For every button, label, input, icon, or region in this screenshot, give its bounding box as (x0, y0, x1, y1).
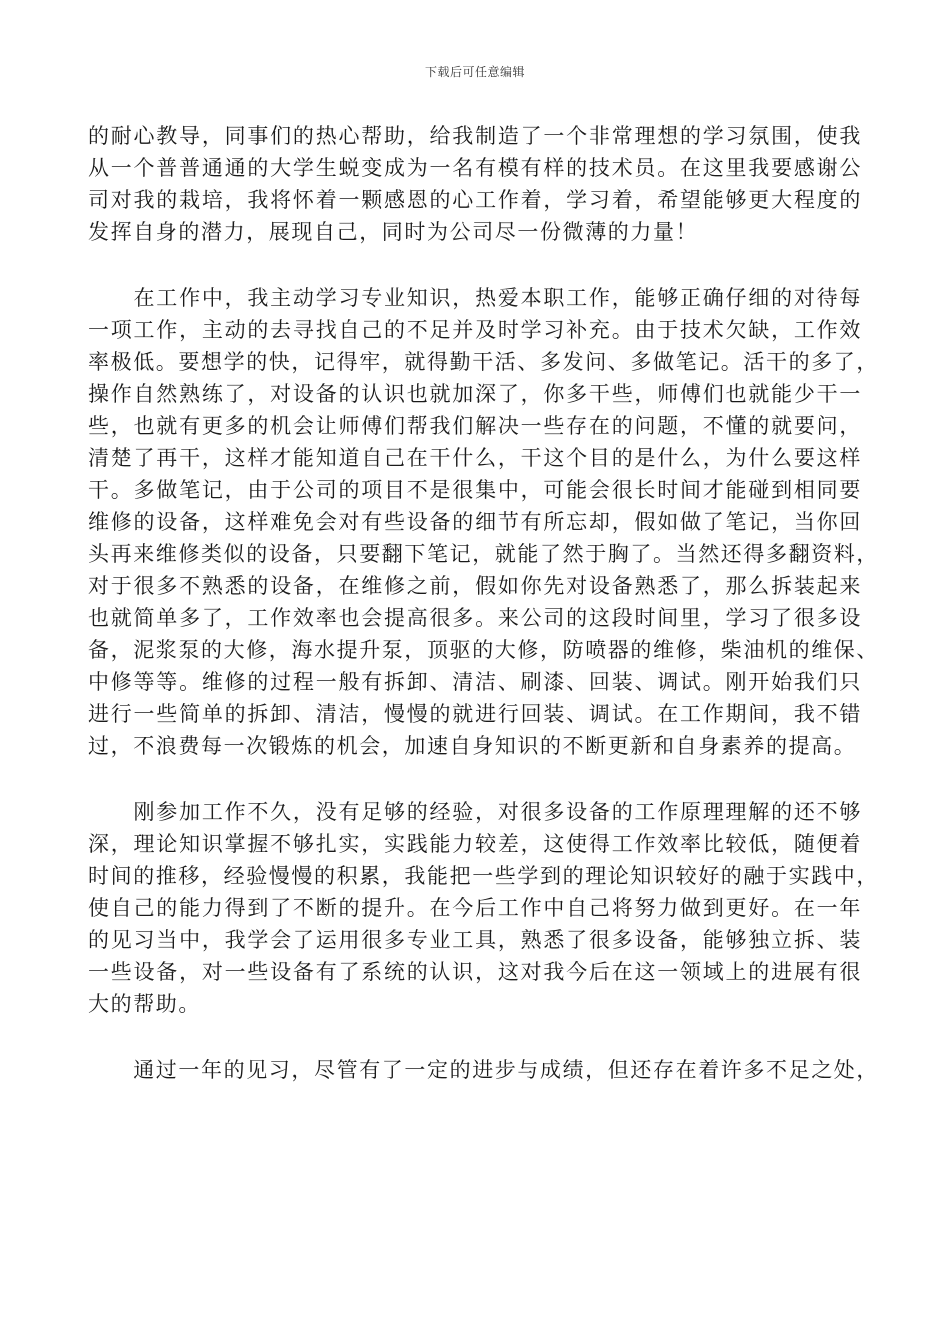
text-line: 备，泥浆泵的大修，海水提升泵，顶驱的大修，防喷器的维修，柴油机的维保、 (88, 638, 879, 662)
text-line: 在工作中，我主动学习专业知识，热爱本职工作，能够正确仔细的对待每 (88, 286, 862, 310)
text-line: 时间的推移，经验慢慢的积累，我能把一些学到的理论知识较好的融于实践中， (88, 864, 879, 888)
text-line: 维修的设备，这样难免会对有些设备的细节有所忘却，假如做了笔记，当你回 (88, 510, 862, 534)
text-line: 率极低。要想学的快，记得牢，就得勤干活、多发问、多做笔记。活干的多了， (88, 350, 879, 374)
text-line: 进行一些简单的拆卸、清洁，慢慢的就进行回装、调试。在工作期间，我不错 (88, 702, 862, 726)
text-line: 中修等等。维修的过程一般有拆卸、清洁、刷漆、回装、调试。刚开始我们只 (88, 670, 862, 694)
text-line: 过，不浪费每一次锻炼的机会，加速自身知识的不断更新和自身素养的提高。 (88, 734, 857, 758)
text-line: 操作自然熟练了，对设备的认识也就加深了，你多干些，师傅们也就能少干一 (88, 382, 862, 406)
paragraph-3 (88, 796, 879, 1020)
page-header: 下载后可任意编辑 (424, 65, 525, 79)
text-line: 深，理论知识掌握不够扎实，实践能力较差，这使得工作效率比较低，随便着 (88, 832, 862, 856)
document-body (88, 120, 879, 1086)
text-line: 一些设备，对一些设备有了系统的认识，这对我今后在这一领域上的进展有很 (88, 960, 862, 984)
text-line: 的耐心教导，同事们的热心帮助，给我制造了一个非常理想的学习氛围，使我 (88, 124, 862, 148)
text-line: 干。多做笔记，由于公司的项目不是很集中，可能会很长时间才能碰到相同要 (88, 478, 862, 502)
paragraph-4 (88, 1054, 879, 1086)
paragraph-2 (88, 282, 879, 762)
text-line: 通过一年的见习，尽管有了一定的进步与成绩，但还存在着许多不足之处， (88, 1058, 879, 1082)
text-line: 对于很多不熟悉的设备，在维修之前，假如你先对设备熟悉了，那么拆装起来 (88, 574, 862, 598)
text-line: 清楚了再干，这样才能知道自己在干什么，干这个目的是什么，为什么要这样 (88, 446, 862, 470)
text-line: 发挥自身的潜力，展现自己，同时为公司尽一份微薄的力量！ (88, 220, 699, 244)
text-line: 刚参加工作不久，没有足够的经验，对很多设备的工作原理理解的还不够 (88, 800, 862, 824)
text-line: 使自己的能力得到了不断的提升。在今后工作中自己将努力做到更好。在一年 (88, 896, 862, 920)
text-line: 一项工作，主动的去寻找自己的不足并及时学习补充。由于技术欠缺，工作效 (88, 318, 862, 342)
text-line: 头再来维修类似的设备，只要翻下笔记，就能了然于胸了。当然还得多翻资料， (88, 542, 879, 566)
text-line: 从一个普普通通的大学生蜕变成为一名有模有样的技术员。在这里我要感谢公 (88, 156, 862, 180)
text-line: 也就简单多了，工作效率也会提高很多。来公司的这段时间里，学习了很多设 (88, 606, 862, 630)
text-line: 些，也就有更多的机会让师傅们帮我们解决一些存在的问题，不懂的就要问， (88, 414, 862, 438)
text-line: 司对我的栽培，我将怀着一颗感恩的心工作着，学习着，希望能够更大程度的 (88, 188, 862, 212)
text-line: 的见习当中，我学会了运用很多专业工具，熟悉了很多设备，能够独立拆、装 (88, 928, 862, 952)
paragraph-1 (88, 120, 862, 248)
text-line: 大的帮助。 (88, 992, 201, 1016)
